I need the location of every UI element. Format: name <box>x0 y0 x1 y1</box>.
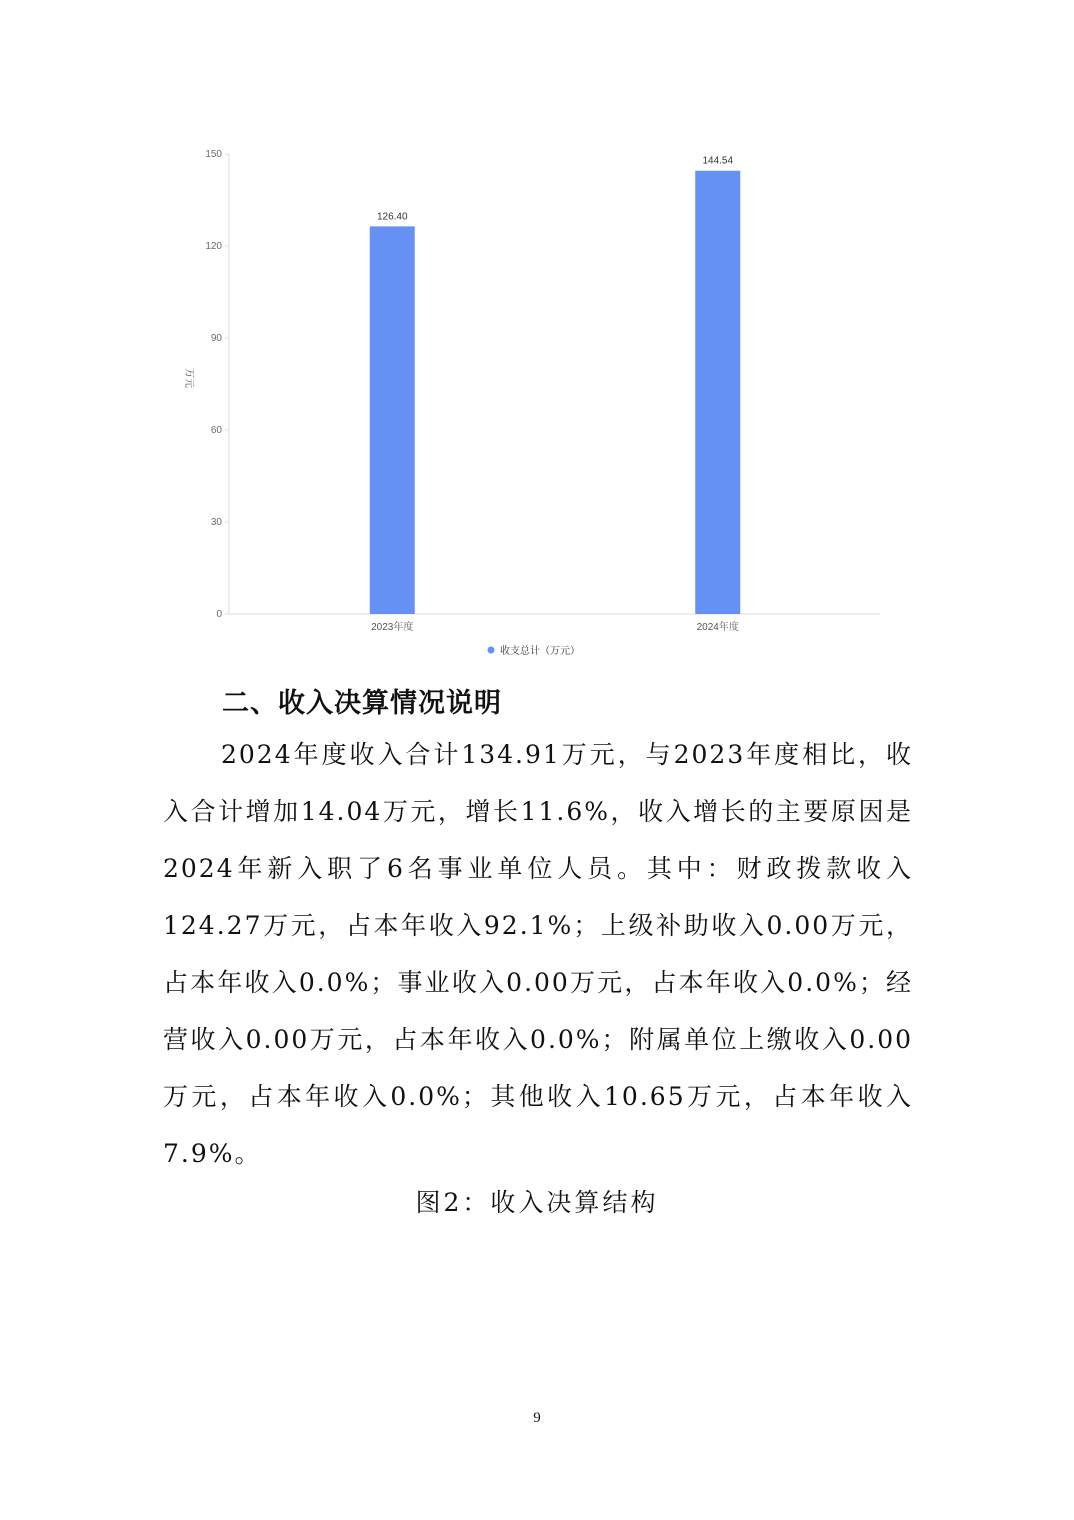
figure-caption: 图2：收入决算结构 <box>415 1188 659 1217</box>
x-axis-labels <box>371 620 739 633</box>
bar-value-label: 144.54 <box>702 155 734 167</box>
chart-legend <box>488 644 581 657</box>
y-tick-label: 150 <box>205 149 222 160</box>
chart-bars <box>370 171 741 614</box>
bar <box>695 171 740 614</box>
legend-marker <box>488 647 495 654</box>
income-expense-bar-chart <box>0 0 1074 680</box>
y-tick-label: 30 <box>210 517 222 528</box>
x-category-label: 2024年度 <box>696 622 739 633</box>
y-tick-label: 60 <box>210 425 222 436</box>
page-number: 9 <box>533 1410 541 1426</box>
y-tick-label: 0 <box>216 609 222 620</box>
y-tick-label: 120 <box>205 241 222 252</box>
x-category-label: 2023年度 <box>371 622 414 633</box>
bar <box>370 226 415 614</box>
y-axis-title: 万元 <box>183 368 194 388</box>
body-paragraph: 2024年度收入合计134.91万元，与2023年度相比，收入合计增加14.04万元，增长11.6%，收入增长的主要原因是2024年新入职了6名事业单位人员。其中：财政拨款收入124.27万元，占本年收入92.1%；上级补助收入0.00万元，占本年收入0.0%；事业收入0.00万元，占本年收入0.0%；经营收入0.00万元，占本年收入0.0%；附属单位上缴收入0.00万元，占本年收入0.0%；其他收入10.65万元，占本年收入7.9%。 <box>163 740 913 1168</box>
section-heading: 二、收入决算情况说明 <box>222 688 502 719</box>
y-axis-ticks <box>205 149 229 620</box>
bar-data-labels <box>377 156 734 223</box>
y-tick-label: 90 <box>210 333 222 344</box>
bar-value-label: 126.40 <box>376 211 408 223</box>
legend-label: 收支总计（万元） <box>500 646 580 657</box>
